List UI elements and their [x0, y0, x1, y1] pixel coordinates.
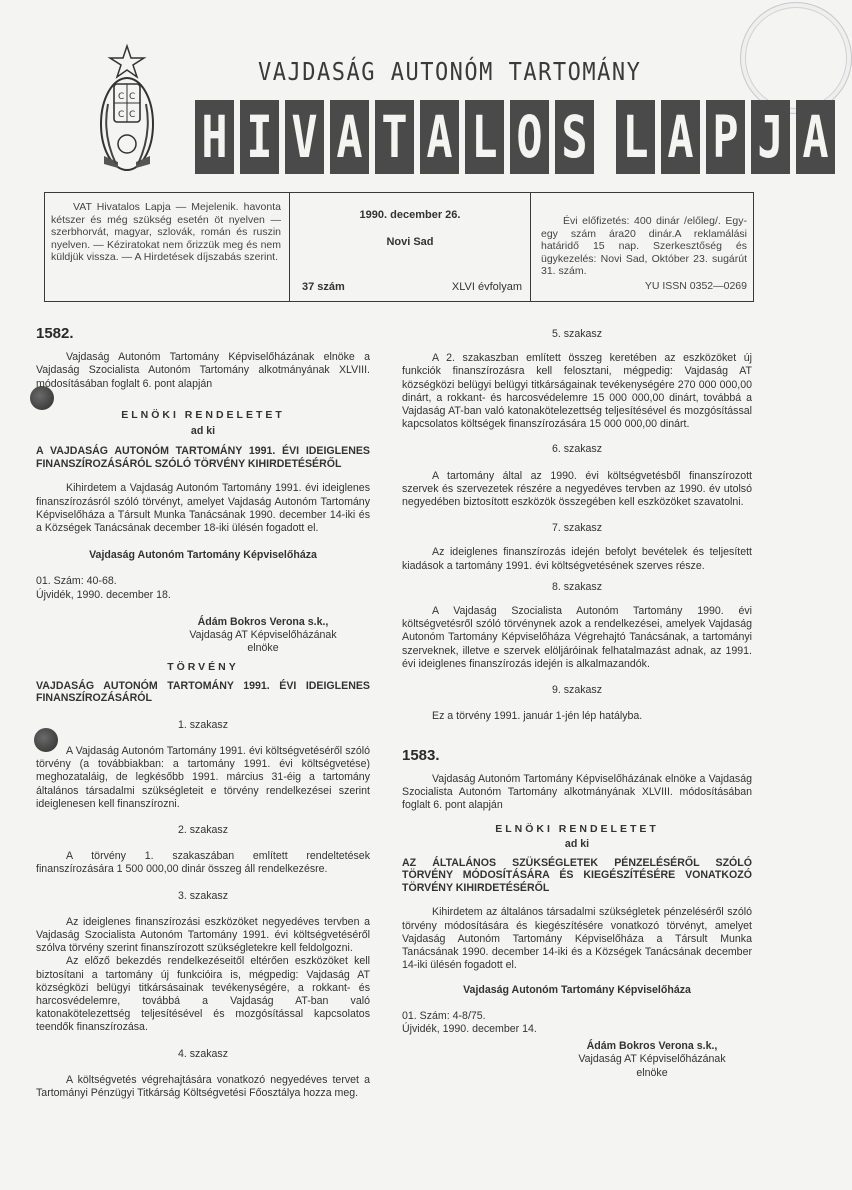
section-paragraph: Az ideiglenes finanszírozási eszközöket negyedéves tervben a Vajdaság Szocialista Autonóm Tartomány 1991. évi költségvetéséről szólva törvény szerint finanszírozott szükségletekre kell feldolgozni.	[36, 915, 370, 955]
signer-role: Vajdaság AT Képviselőházának	[189, 629, 337, 642]
promulgation-paragraph: Kihirdetem a Vajdaság Autonóm Tartomány 1991. évi ideiglenes finanszírozásról szóló törvényt, amelyet Vajdaság Autonóm Tartomány Képviselőháza a Társult Munka Tanácsának 1990. december 14-iki és a Községek Tanácsának december 18-iki ülésén fogadott el.	[36, 482, 370, 535]
title-letter: A	[661, 100, 700, 174]
section-title: 7. szakasz	[551, 522, 603, 535]
section-title: 9. szakasz	[551, 684, 603, 697]
publication-notice: VAT Hivatalos Lapja — Mejelenik. havonta kétszer és még szükség esetén öt nyelven — szerbhorvát, magyar, szlovák, román és ruszin nyelven. — Kéziratokat nem őrizzük meg és nem küldjük vissza. — A Hirdetések díjszabás szerint.	[45, 193, 290, 301]
section-paragraph: A tartomány által az 1990. évi költségvetésből finanszírozott szervek és szervezetek részére a negyedéves tervben az 1990. év utolsó negyedében biztosított eszközök összegében kell eszközöket szavatolni.	[402, 469, 752, 509]
title-letter: A	[796, 100, 835, 174]
section-title: 6. szakasz	[551, 443, 603, 456]
place-date: Újvidék, 1990. december 14.	[402, 1022, 537, 1035]
reference-number: 01. Szám: 40-68.	[36, 575, 117, 588]
coat-of-arms-icon	[98, 44, 156, 178]
section-title: 8. szakasz	[551, 580, 603, 593]
left-column	[36, 322, 370, 1100]
section-title: 1. szakasz	[177, 718, 229, 731]
decree-title: A VAJDASÁG AUTONÓM TARTOMÁNY 1991. ÉVI IDEIGLENES FINANSZÍROZÁSÁRÓL SZÓLÓ TÖRVÉNY KIHIRDETÉSÉRŐL	[36, 445, 370, 470]
title-letter: J	[751, 100, 790, 174]
signer-name: Ádám Bokros Verona s.k.,	[586, 1040, 718, 1053]
section-paragraph: A Vajdaság Szocialista Autonóm Tartomány 1990. évi költségvetésről szóló törvénynek azok a rendelkezései, amelyek Vajdaság Autonóm Tartomány Képviselőháza Végrehajtó Tanácsának, a tartományi szerveknek, illetve e szervek elöljáróinak felhatalmazást adnak, az 1991. évi ideiglenes finanszírozás idején is alkalmazandók.	[402, 605, 752, 670]
title-letter: L	[616, 100, 655, 174]
subscription-text: Évi előfizetés: 400 dinár /előleg/. Egy-egy szám ára20 dinár.A reklamálási határidő 15 nap. Szerkesztőség és ügykezelés: Novi Sad, Október 23. sugárút 31. szám.	[541, 215, 747, 278]
law-title: VAJDASÁG AUTONÓM TARTOMÁNY 1991. ÉVI IDEIGLENES FINANSZÍROZÁSÁRÓL	[36, 679, 370, 705]
issue-city: Novi Sad	[386, 236, 434, 248]
place-date: Újvidék, 1990. december 18.	[36, 588, 171, 601]
issue-details	[290, 193, 531, 301]
item-number: 1583.	[402, 747, 440, 765]
promulgation-paragraph: Kihirdetem az általános társadalmi szükségletek pénzeléséről szóló törvény módosítására és kiegészítésére vonatkozó törvényt, amelyet Vajdaság Autonóm Tartomány Képviselőháza a Társult Munka Tanácsának 1990. december 14-iki és a Községek Tanácsának december 14-iki ülésén fogadott el.	[402, 906, 752, 972]
intro-paragraph: Vajdaság Autonóm Tartomány Képviselőházának elnöke a Vajdaság Szocialista Autonóm Tartomány alkotmányának XLVIII. módosításában foglalt 6. pont alapján	[402, 772, 752, 812]
reference-number: 01. Szám: 4-8/75.	[402, 1009, 486, 1022]
svg-text:C: C	[118, 92, 125, 102]
section-title: 4. szakasz	[177, 1047, 229, 1060]
title-letter: I	[240, 100, 279, 174]
title-letter: V	[285, 100, 324, 174]
issue-date: 1990. december 26.	[359, 209, 461, 221]
title-letter: H	[195, 100, 234, 174]
title-letter: A	[420, 100, 459, 174]
svg-text:C: C	[129, 110, 136, 120]
decree-label: ELNÖKI RENDELETET	[121, 408, 285, 421]
title-letter: O	[510, 100, 549, 174]
decree-label: ELNÖKI RENDELETET	[495, 823, 659, 836]
right-column	[402, 322, 752, 1080]
svg-text:C: C	[118, 110, 125, 120]
title-letter: P	[706, 100, 745, 174]
issue-number: 37 szám	[302, 281, 345, 293]
ad-ki-label: ad ki	[190, 425, 216, 438]
section-paragraph: A költségvetés végrehajtására vonatkozó negyedéves tervet a Tartományi Pénzügyi Titkárság Költségvetési Főosztálya hozza meg.	[36, 1073, 370, 1100]
section-title: 2. szakasz	[177, 824, 229, 837]
library-stamp	[740, 2, 852, 114]
title-letter: S	[555, 100, 594, 174]
issn: YU ISSN 0352—0269	[644, 279, 747, 292]
decree-title: AZ ÁLTALÁNOS SZÜKSÉGLETEK PÉNZELÉSÉRŐL SZÓLÓ TÖRVÉNY MÓDOSÍTÁSÁRA ÉS KIEGÉSZÍTÉSÉRE VONATKOZÓ TÖRVÉNY KIHIRDETÉSÉRŐL	[402, 856, 752, 894]
masthead-subtitle: VAJDASÁG AUTONÓM TARTOMÁNY	[258, 58, 642, 87]
signer-name: Ádám Bokros Verona s.k.,	[197, 615, 329, 628]
item-number: 1582.	[36, 325, 74, 342]
title-space	[600, 100, 610, 174]
signer-role: Vajdaság AT Képviselőházának	[578, 1053, 726, 1066]
section-paragraph: A 2. szakaszban említett összeg keretében az eszközöket új funkciók finanszírozásra kell felosztani, mégpedig: Vajdaság AT községközi belügyi belügyi titkárságainak tevékenységére 270 000 000,00 dinárt, a rokkant- és harcosvédelemre 15 000 000,00 dinárt, továbbá a Vajdaság AT-ban való katonakötelezettség teljesítésével és mozgósítással kapcsolatos költségek finanszírozására 15 000 000,00 dinárt.	[402, 352, 752, 431]
publication-info-box	[44, 192, 754, 302]
section-title: 5. szakasz	[551, 328, 603, 340]
issue-volume: XLVI évfolyam	[451, 281, 522, 293]
title-letter: A	[330, 100, 369, 174]
ad-ki-label: ad ki	[564, 838, 590, 851]
signer-title: elnöke	[636, 1066, 668, 1079]
masthead-title	[195, 100, 835, 174]
signer-title: elnöke	[247, 642, 279, 655]
svg-text:C: C	[129, 92, 136, 102]
section-paragraph: A Vajdaság Autonóm Tartomány 1991. évi költségvetéséről szóló törvény (a továbbiakban: a tartomány 1991. évi költségvetése) meghozataláig, de legkésőbb 1991. március 31-éig a tartomány általános társadalmi szükségleteit e törvény rendelkezései szerint ideiglenesen kell finanszírozni.	[36, 745, 370, 810]
intro-paragraph: Vajdaság Autonóm Tartomány Képviselőházának elnöke a Vajdaság Szocialista Autonóm Tartomány alkotmányának XLVIII. módosításában foglalt 6. pont alapján	[36, 351, 370, 390]
section-title: 3. szakasz	[177, 889, 229, 902]
section-paragraph: Az ideiglenes finanszírozás idején befolyt bevételek és teljesített kiadások a tartomány 1991. évi költségvetésének szerves része.	[402, 546, 752, 572]
title-letter: T	[375, 100, 414, 174]
subscription-info	[531, 193, 753, 301]
assembly-name: Vajdaság Autonóm Tartomány Képviselőháza	[89, 549, 317, 562]
section-paragraph: Ez a törvény 1991. január 1-jén lép hatályba.	[432, 710, 643, 723]
assembly-name: Vajdaság Autonóm Tartomány Képviselőháza	[463, 984, 691, 997]
section-paragraph: Az előző bekezdés rendelkezéseitől eltérően eszközöket kell biztosítani a tartomány új funkcióira is, mégpedig: Vajdaság AT községközi belügyi titkársásainak tevékenységére, a rokkant- és harcosvédelemre, továbbá a Vajdaság AT-ban való katonakötelezettség teljesítésével és mozgósítással kapcsolatos teendők finanszírozása.	[36, 955, 370, 1034]
section-paragraph: A törvény 1. szakaszában említett rendeltetések finanszírozására 1 500 000,00 dinár összeg áll rendelkezésre.	[36, 850, 370, 876]
title-letter: L	[465, 100, 504, 174]
law-label: TÖRVÉNY	[167, 661, 239, 674]
